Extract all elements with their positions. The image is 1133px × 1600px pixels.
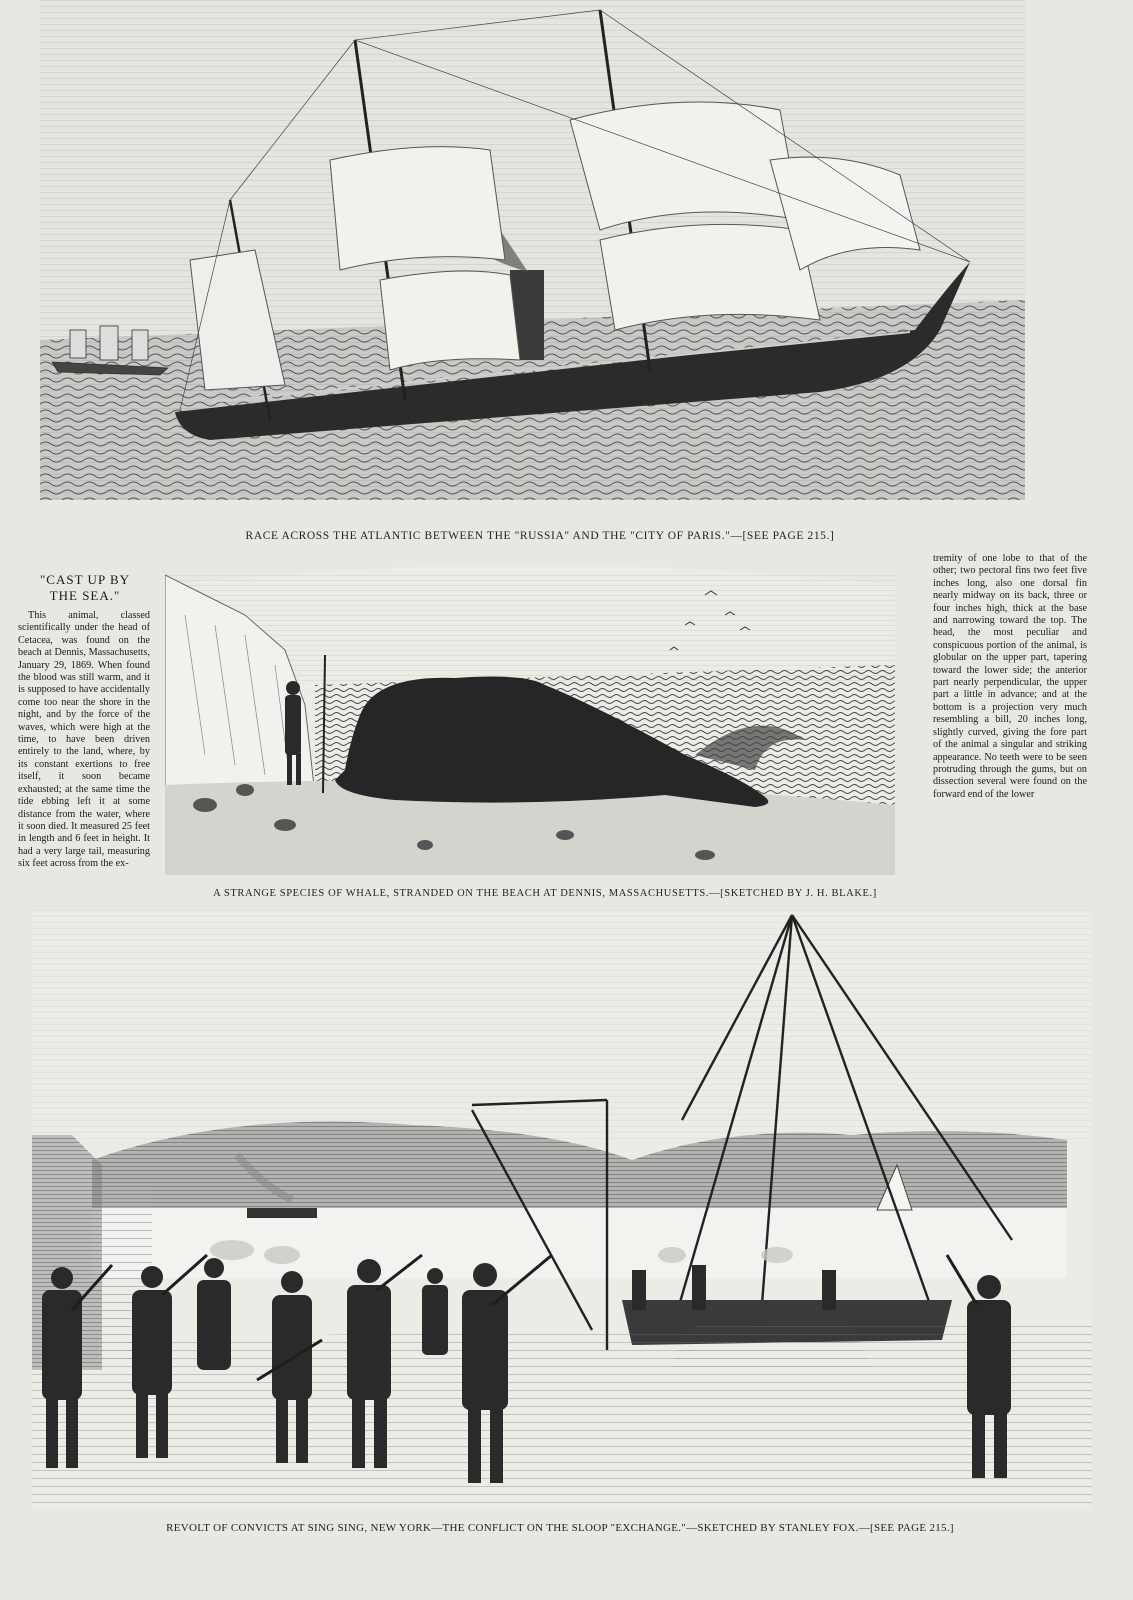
- article-right-text: tremity of one lobe to that of the other; two pectoral fins two feet five inches long, also one dorsal fin nearly midway on its back, three or four inches high, thick at the base and narrowing toward the top. The head, the most peculiar and conspicuous portion of the animal, is globular on the upper part, tapering toward the lower side; the anterior part nearly perpendicular, the upper part a little in advance; and at the bottom is a projection very much resembling a bill, 20 inches long, slightly curved, giving the fore part of the animal a singular and striking appearance. No teeth were to be seen protruding through the gums, but on dissection several were found on the forward end of the lower: [933, 553, 1087, 800]
- article-right-column: [933, 553, 1087, 898]
- article-heading-line1: "CAST UP BY: [40, 572, 130, 587]
- article-heading-line2: THE SEA.": [49, 588, 121, 603]
- article-left-column: [18, 610, 150, 910]
- article-heading: [20, 572, 150, 604]
- sing-sing-caption: REVOLT OF CONVICTS AT SING SING, NEW YORK—THE CONFLICT ON THE SLOOP "EXCHANGE."—SKETCHED BY STANLEY FOX.—[SEE PAGE 215.]: [166, 1522, 954, 1534]
- ship-race-engraving: [40, 0, 1025, 500]
- article-left-text: This animal, classed scientifically under the head of Cetacea, was found on the beach at Dennis, Massachusetts, January 29, 1869. When found the blood was still warm, and it is supposed to have accidentally come too near the shore in the night, and by the force of the waves, which were high at the time, to have been driven entirely to the land, where, by its constant exertions to free itself, it soon became exhausted; at the same time the tide ebbing left it at some distance from the water, where it soon died. It measured 25 feet in length and 6 feet in height. It had a very large tail, measuring six feet across from the ex-: [18, 610, 150, 870]
- sing-sing-engraving: [32, 910, 1092, 1510]
- ship-race-caption: RACE ACROSS THE ATLANTIC BETWEEN THE "RUSSIA" AND THE "CITY OF PARIS."—[SEE PAGE 215.]: [245, 530, 835, 542]
- whale-caption: A STRANGE SPECIES OF WHALE, STRANDED ON THE BEACH AT DENNIS, MASSACHUSETTS.—[SKETCHED BY J. H. BLAKE.]: [213, 888, 877, 899]
- whale-engraving: [165, 555, 895, 875]
